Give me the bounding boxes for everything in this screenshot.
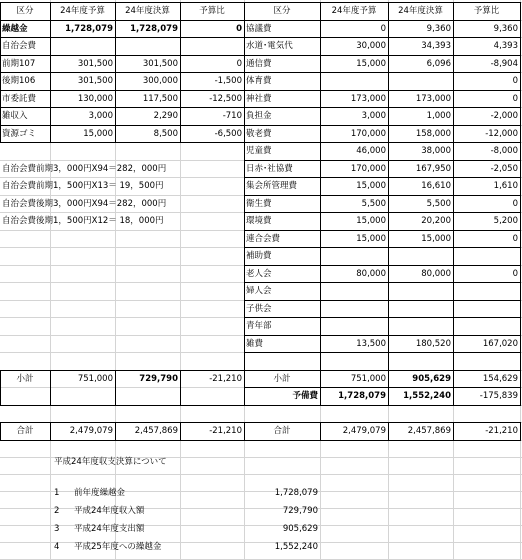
expense-actual: 38,000 [421,146,451,156]
border-line [50,2,51,142]
income-budget: 301,500 [77,76,113,86]
reserve-label: 予備費 [292,391,318,401]
border-line [244,370,521,371]
expense-diff: -8,904 [490,58,518,69]
border-line [244,125,521,126]
aid-row-label: 子供会 [246,303,272,314]
aid-row-budget: 13,500 [356,338,386,349]
border-line [0,107,245,108]
summary-number: 3 [54,524,60,534]
expense-label: 負担金 [246,111,272,121]
expense-diff: 9,360 [493,23,518,34]
border-line [244,317,521,318]
income-label: 市委託費 [2,93,37,104]
expense-subtotal-label: 小計 [273,373,291,384]
expense-actual: 167,950 [415,163,451,174]
aid-row-label: 雑費 [246,338,264,349]
income-label: 繰越金 [2,23,28,34]
aid-row-label: 青年部 [246,321,272,331]
income-actual: 301,500 [142,58,178,69]
aid-row-label: 老人会 [246,268,272,279]
income-diff: -710 [222,111,242,121]
expense-budget: 30,000 [356,41,386,51]
border-line [244,440,521,441]
expense-actual: 5,500 [426,198,451,209]
expense-label: 連合会費 [246,233,281,244]
border-line [244,405,521,406]
border-line [244,212,521,213]
expense-actual: 9,360 [426,23,451,34]
header-cell: 24年度決算 [398,6,443,16]
summary-label: 平成25年度への繰越金 [74,542,162,552]
border-line [244,90,521,91]
expense-label: 敬老費 [246,128,272,139]
expense-label: 集会所管理費 [246,181,298,191]
income-subtotal-budget: 751,000 [77,373,113,384]
expense-actual: 173,000 [415,93,451,104]
header-cell: 区分 [16,6,34,16]
border-line [244,37,521,38]
border-line [244,195,521,196]
border-line [180,2,181,142]
border-line [180,422,181,440]
border-line [453,422,454,440]
expense-label: 児童費 [246,146,272,156]
expense-diff: -12,000 [485,128,518,139]
border-line [0,2,1,142]
border-line [520,422,521,440]
grid-line [0,474,522,475]
fee-note: 自治会費後期1，500円X12＝ 18，000円 [2,216,164,226]
income-diff: 0 [236,23,242,34]
summary-number: 1 [54,488,60,498]
border-line [0,405,245,406]
expense-label: 環境費 [246,216,272,226]
border-line [388,422,389,440]
expense-budget: 15,000 [356,233,386,244]
expense-total-label: 合計 [273,426,291,436]
expense-diff: 0 [512,198,518,209]
income-actual: 117,500 [142,93,178,104]
income-budget: 3,000 [88,111,113,121]
expense-subtotal-diff: 154,629 [482,373,518,384]
border-line [244,265,521,266]
summary-value: 1,552,240 [274,542,318,552]
expense-budget: 173,000 [350,93,386,104]
expense-actual: 34,393 [421,41,451,51]
border-line [0,370,245,371]
summary-value: 905,629 [282,524,318,534]
income-diff: -6,500 [214,128,242,139]
border-line [0,440,245,441]
expense-diff: -2,050 [490,163,518,174]
aid-row-actual: 180,520 [415,338,451,349]
income-actual: 1,728,079 [130,23,178,34]
summary-label: 平成24年度支出額 [74,524,145,534]
reserve-diff: -175,839 [479,391,518,401]
expense-actual: 15,000 [421,233,451,244]
income-actual: 2,290 [153,111,178,121]
income-diff: 0 [236,58,242,69]
expense-budget: 46,000 [356,146,386,156]
border-line [0,125,245,126]
border-line [244,20,521,21]
income-total-label: 合計 [16,426,34,436]
aid-row-actual: 80,000 [421,268,451,279]
border-line [388,2,389,405]
income-budget: 301,500 [77,58,113,69]
border-line [180,370,181,405]
expense-diff: 4,393 [493,41,518,51]
aid-row-label: 婦人会 [246,286,272,296]
border-line [244,422,521,423]
expense-budget: 170,000 [350,163,386,174]
income-total-budget: 2,479,079 [69,426,113,436]
income-budget: 130,000 [77,93,113,104]
expense-budget: 170,000 [350,128,386,139]
aid-row-diff: 0 [512,268,518,279]
expense-actual: 6,096 [426,58,451,69]
income-total-actual: 2,457,869 [134,426,178,436]
expense-budget: 15,000 [356,181,386,191]
expense-budget: 0 [380,23,386,34]
border-line [115,370,116,405]
income-actual: 300,000 [142,76,178,86]
border-line [0,37,245,38]
border-line [0,72,245,73]
summary-label: 平成24年度収入額 [74,506,145,516]
header-cell: 24年度予算 [331,6,377,16]
reserve-budget: 1,728,079 [338,391,386,401]
border-line [115,2,116,142]
income-label: 資源ゴミ [2,128,37,139]
border-line [244,160,521,161]
border-line [244,107,521,108]
border-line [50,422,51,440]
income-diff: -12,500 [209,93,242,104]
border-line [244,230,521,231]
border-line [320,2,321,405]
border-line [244,387,521,388]
border-line [244,422,245,440]
expense-diff: 5,200 [493,216,518,226]
border-line [244,2,245,405]
expense-label: 通信費 [246,58,272,69]
expense-budget: 15,000 [356,216,386,226]
border-line [0,370,1,405]
header-cell: 24年度決算 [125,6,170,16]
expense-budget: 15,000 [356,58,386,69]
fee-note: 自治会費前期1，500円X13＝ 19，500円 [2,181,164,191]
border-line [244,300,521,301]
expense-subtotal-budget: 751,000 [350,373,386,384]
border-line [0,20,245,21]
border-line [244,335,521,336]
expense-budget: 3,000 [361,111,386,121]
income-subtotal-label: 小計 [16,373,34,384]
border-line [50,370,51,405]
border-line [244,72,521,73]
expense-actual: 20,200 [421,216,451,226]
border-line [0,2,245,3]
border-line [453,2,454,405]
income-subtotal-actual: 729,790 [139,373,178,384]
border-line [244,142,521,143]
fee-note: 自治会費前期3，000円X94＝282，000円 [2,163,167,174]
expense-label: 衛生費 [246,198,272,209]
expense-total-diff: -21,210 [485,426,518,436]
expense-subtotal-actual: 905,629 [412,373,451,384]
border-line [244,282,521,283]
expense-diff: 1,610 [493,181,518,191]
header-cell: 区分 [273,6,291,16]
income-subtotal-diff: -21,210 [209,373,242,384]
summary-title: 平成24年度収支決算について [54,457,167,467]
expense-actual: 1,000 [426,111,451,121]
income-label: 自治会費 [2,41,37,51]
income-total-diff: -21,210 [209,426,242,436]
border-line [244,352,521,353]
header-cell: 24年度予算 [60,6,105,16]
border-line [0,90,245,91]
header-cell: 予算比 [473,6,500,16]
summary-value: 729,790 [282,506,318,516]
income-label: 前期107 [2,58,36,69]
aid-row-budget: 80,000 [356,268,386,279]
summary-number: 4 [54,542,60,552]
expense-label: 神社費 [246,93,272,104]
border-line [244,2,521,3]
income-diff: -1,500 [214,76,242,86]
border-line [244,55,521,56]
border-line [244,177,521,178]
expense-label: 体育費 [246,76,272,86]
expense-diff: 0 [512,93,518,104]
expense-diff: 0 [512,233,518,244]
header-cell: 予算比 [199,6,225,16]
expense-label: 協議費 [246,23,272,34]
summary-value: 1,728,079 [274,488,318,498]
expense-actual: 16,610 [421,181,451,191]
border-line [0,142,245,143]
aid-row-diff: 167,020 [482,338,518,349]
income-budget: 15,000 [83,128,113,139]
summary-label: 前年度繰越金 [74,488,126,498]
expense-total-actual: 2,457,869 [407,426,451,436]
reserve-actual: 1,552,240 [403,391,451,401]
income-label: 雑収入 [2,111,28,121]
expense-actual: 158,000 [415,128,451,139]
expense-diff: -8,000 [490,146,518,156]
expense-diff: -2,000 [490,111,518,121]
income-label: 後期106 [2,76,36,86]
border-line [0,422,1,440]
border-line [244,247,521,248]
expense-budget: 5,500 [361,198,386,209]
aid-label: 補助費 [246,251,272,261]
border-line [0,55,245,56]
border-line [320,422,321,440]
border-line [0,422,245,423]
border-line [520,2,521,405]
expense-label: 水道･電気代 [246,41,293,51]
fee-note: 自治会費後期3，000円X94＝282，000円 [2,198,167,209]
expense-total-budget: 2,479,079 [342,426,386,436]
expense-diff: 0 [512,76,518,86]
border-line [115,422,116,440]
summary-number: 2 [54,506,60,516]
income-budget: 1,728,079 [65,23,113,34]
expense-label: 日赤･社協費 [246,163,293,174]
income-actual: 8,500 [153,128,178,139]
